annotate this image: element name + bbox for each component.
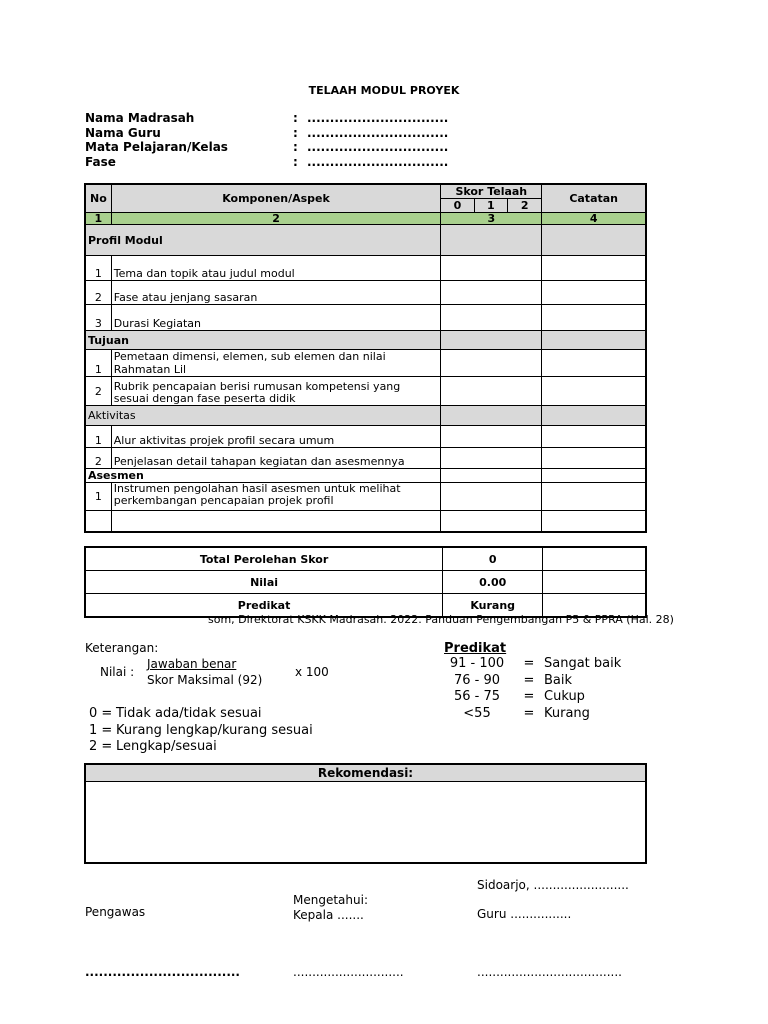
section-title: Asesmen xyxy=(85,469,441,483)
predikat-range: 91 - 100 xyxy=(449,656,505,671)
skor-option: 2 xyxy=(507,199,541,213)
table-row xyxy=(85,305,646,331)
pengawas-signature-line[interactable]: .................................. xyxy=(85,965,240,979)
score-desc: Kurang lengkap/kurang sesuai xyxy=(116,722,313,738)
predikat-range: <55 xyxy=(463,705,491,721)
item-no: 1 xyxy=(85,483,111,511)
catatan-cell[interactable] xyxy=(542,448,646,469)
col-number: 1 xyxy=(85,213,111,225)
info-label: Mata Pelajaran/Kelas xyxy=(85,140,228,154)
catatan-cell[interactable] xyxy=(542,281,646,305)
predikat-range: 56 - 75 xyxy=(453,689,501,704)
table-row xyxy=(85,350,646,377)
summary-row xyxy=(85,571,646,594)
kepala-label: Kepala ....... xyxy=(293,908,364,922)
rekomendasi-title: Rekomendasi: xyxy=(85,764,646,782)
section-row xyxy=(85,331,646,350)
skor-cell[interactable] xyxy=(441,406,542,426)
item-text: Tema dan topik atau judul modul xyxy=(111,256,441,281)
col-number: 4 xyxy=(542,213,646,225)
skor-cell[interactable] xyxy=(441,377,542,406)
score-legend-item xyxy=(89,723,313,740)
catatan-cell[interactable] xyxy=(542,406,646,426)
skor-cell[interactable] xyxy=(441,511,542,532)
predikat-title: Predikat xyxy=(444,641,507,656)
skor-option: 0 xyxy=(441,199,474,213)
predikat-row xyxy=(440,656,621,673)
catatan-cell[interactable] xyxy=(542,331,646,350)
col-number: 3 xyxy=(441,213,542,225)
score-key: 1 = xyxy=(89,722,113,738)
review-table xyxy=(84,183,647,533)
place-date: Sidoarjo, ......................... xyxy=(477,878,629,892)
skor-cell[interactable] xyxy=(441,350,542,377)
summary-label: Predikat xyxy=(85,594,443,618)
score-key: 2 = xyxy=(89,739,113,754)
catatan-cell[interactable] xyxy=(542,426,646,448)
catatan-cell[interactable] xyxy=(542,483,646,511)
catatan-cell[interactable] xyxy=(542,225,646,256)
skor-cell[interactable] xyxy=(441,225,542,256)
item-text: Durasi Kegiatan xyxy=(111,305,441,331)
header-skor: Skor Telaah xyxy=(441,184,542,199)
catatan-cell[interactable] xyxy=(542,377,646,406)
catatan-cell[interactable] xyxy=(542,350,646,377)
summary-value: 0.00 xyxy=(443,571,543,594)
item-text: Pemetaan dimensi, elemen, sub elemen dan nilai Rahmatan Lil xyxy=(111,350,441,377)
col-number: 2 xyxy=(111,213,441,225)
info-label: Nama Guru xyxy=(85,125,161,140)
skor-cell[interactable] xyxy=(441,331,542,350)
skor-cell[interactable] xyxy=(441,305,542,331)
skor-cell[interactable] xyxy=(441,426,542,448)
item-no: 1 xyxy=(85,256,111,281)
section-row xyxy=(85,406,646,426)
predikat-label: Kurang xyxy=(544,705,590,721)
header-komponen: Komponen/Aspek xyxy=(111,184,441,213)
item-no: 2 xyxy=(85,448,111,469)
predikat-row xyxy=(440,673,621,690)
page-title: TELAAH MODUL PROYEK xyxy=(308,84,460,97)
rekomendasi-box xyxy=(84,763,647,864)
summary-label: Nilai xyxy=(85,571,443,594)
info-value[interactable]: ............................... xyxy=(307,154,449,169)
info-label: Nama Madrasah xyxy=(85,111,195,125)
summary-row xyxy=(85,547,646,571)
item-text: Instrumen pengolahan hasil asesmen untuk melihat perkembangan pencapaian projek profil xyxy=(111,483,441,511)
skor-cell[interactable] xyxy=(441,281,542,305)
item-text[interactable] xyxy=(111,511,441,532)
table-row xyxy=(85,511,646,532)
skor-option: 1 xyxy=(474,199,507,213)
rekomendasi-content[interactable] xyxy=(85,782,646,864)
predikat-scale xyxy=(440,656,621,722)
score-legend-item xyxy=(89,706,313,723)
source-citation: som, Direktorat KSKK Madrasah. 2022. Panduan Pengembangan P5 & PPRA (Hal. 28) xyxy=(208,613,674,626)
info-label: Fase xyxy=(85,154,116,169)
catatan-cell[interactable] xyxy=(542,469,646,483)
summary-extra xyxy=(543,571,646,594)
formula-multiplier: x 100 xyxy=(295,665,329,679)
section-title: Aktivitas xyxy=(85,406,441,426)
section-row xyxy=(85,469,646,483)
section-title: Profil Modul xyxy=(85,225,441,256)
predikat-row xyxy=(440,706,621,723)
skor-cell[interactable] xyxy=(441,483,542,511)
catatan-cell[interactable] xyxy=(542,305,646,331)
nilai-label: Nilai : xyxy=(100,665,135,679)
info-value[interactable]: ............................... xyxy=(307,140,449,154)
catatan-cell[interactable] xyxy=(542,256,646,281)
table-row xyxy=(85,377,646,406)
summary-value: Kurang xyxy=(443,594,543,618)
predikat-row xyxy=(440,689,621,706)
skor-cell[interactable] xyxy=(441,256,542,281)
item-text: Alur aktivitas projek profil secara umum xyxy=(111,426,441,448)
guru-signature-line[interactable]: ...................................... xyxy=(477,965,622,979)
identity-block xyxy=(85,111,448,169)
table-row xyxy=(85,426,646,448)
item-no: 3 xyxy=(85,305,111,331)
kepala-signature-line[interactable]: ............................. xyxy=(293,965,404,979)
info-colon: : xyxy=(293,125,298,140)
predikat-eq: = xyxy=(523,672,535,688)
info-colon: : xyxy=(293,111,298,125)
info-row xyxy=(85,126,448,141)
info-row xyxy=(85,155,448,170)
item-text: Fase atau jenjang sasaran xyxy=(111,281,441,305)
score-key: 0 = xyxy=(89,706,113,721)
info-colon: : xyxy=(293,154,298,169)
info-colon: : xyxy=(293,140,298,154)
score-legend-item xyxy=(89,739,313,756)
formula-numerator: Jawaban benar xyxy=(147,657,237,671)
info-row xyxy=(85,140,448,155)
predikat-range: 76 - 90 xyxy=(453,672,501,688)
info-value[interactable]: ............................... xyxy=(307,111,449,125)
pengawas-label: Pengawas xyxy=(85,905,146,919)
score-desc: Lengkap/sesuai xyxy=(116,739,217,754)
item-no: 1 xyxy=(85,426,111,448)
column-number-row xyxy=(85,213,646,225)
predikat-label: Cukup xyxy=(544,689,585,704)
info-value[interactable]: ............................... xyxy=(307,125,449,140)
score-legend xyxy=(89,706,313,756)
predikat-eq: = xyxy=(523,689,535,704)
table-row xyxy=(85,483,646,511)
predikat-label: Sangat baik xyxy=(544,656,622,671)
summary-value: 0 xyxy=(443,547,543,571)
info-row xyxy=(85,111,448,126)
item-no xyxy=(85,511,111,532)
table-row xyxy=(85,256,646,281)
predikat-label: Baik xyxy=(544,672,573,688)
summary-extra xyxy=(543,547,646,571)
summary-label: Total Perolehan Skor xyxy=(85,547,443,571)
item-text: Rubrik pencapaian berisi rumusan kompetensi yang sesuai dengan fase peserta didik xyxy=(111,377,441,406)
catatan-cell[interactable] xyxy=(542,511,646,532)
header-catatan: Catatan xyxy=(542,184,646,213)
section-title: Tujuan xyxy=(85,331,441,350)
item-no: 2 xyxy=(85,281,111,305)
keterangan-title: Keterangan: xyxy=(85,641,159,655)
table-row xyxy=(85,281,646,305)
section-row xyxy=(85,225,646,256)
table-row xyxy=(85,448,646,469)
score-desc: Tidak ada/tidak sesuai xyxy=(116,706,262,721)
guru-label: Guru ................ xyxy=(477,907,572,921)
formula-denominator: Skor Maksimal (92) xyxy=(147,673,263,687)
predikat-eq: = xyxy=(523,656,535,671)
predikat-eq: = xyxy=(523,705,535,721)
item-no: 2 xyxy=(85,377,111,406)
skor-cell[interactable] xyxy=(441,469,542,483)
score-summary-table xyxy=(84,546,647,618)
header-no: No xyxy=(85,184,111,213)
skor-cell[interactable] xyxy=(441,448,542,469)
item-text: Penjelasan detail tahapan kegiatan dan asesmennya xyxy=(111,448,441,469)
item-no: 1 xyxy=(85,350,111,377)
mengetahui-label: Mengetahui: xyxy=(293,893,368,907)
